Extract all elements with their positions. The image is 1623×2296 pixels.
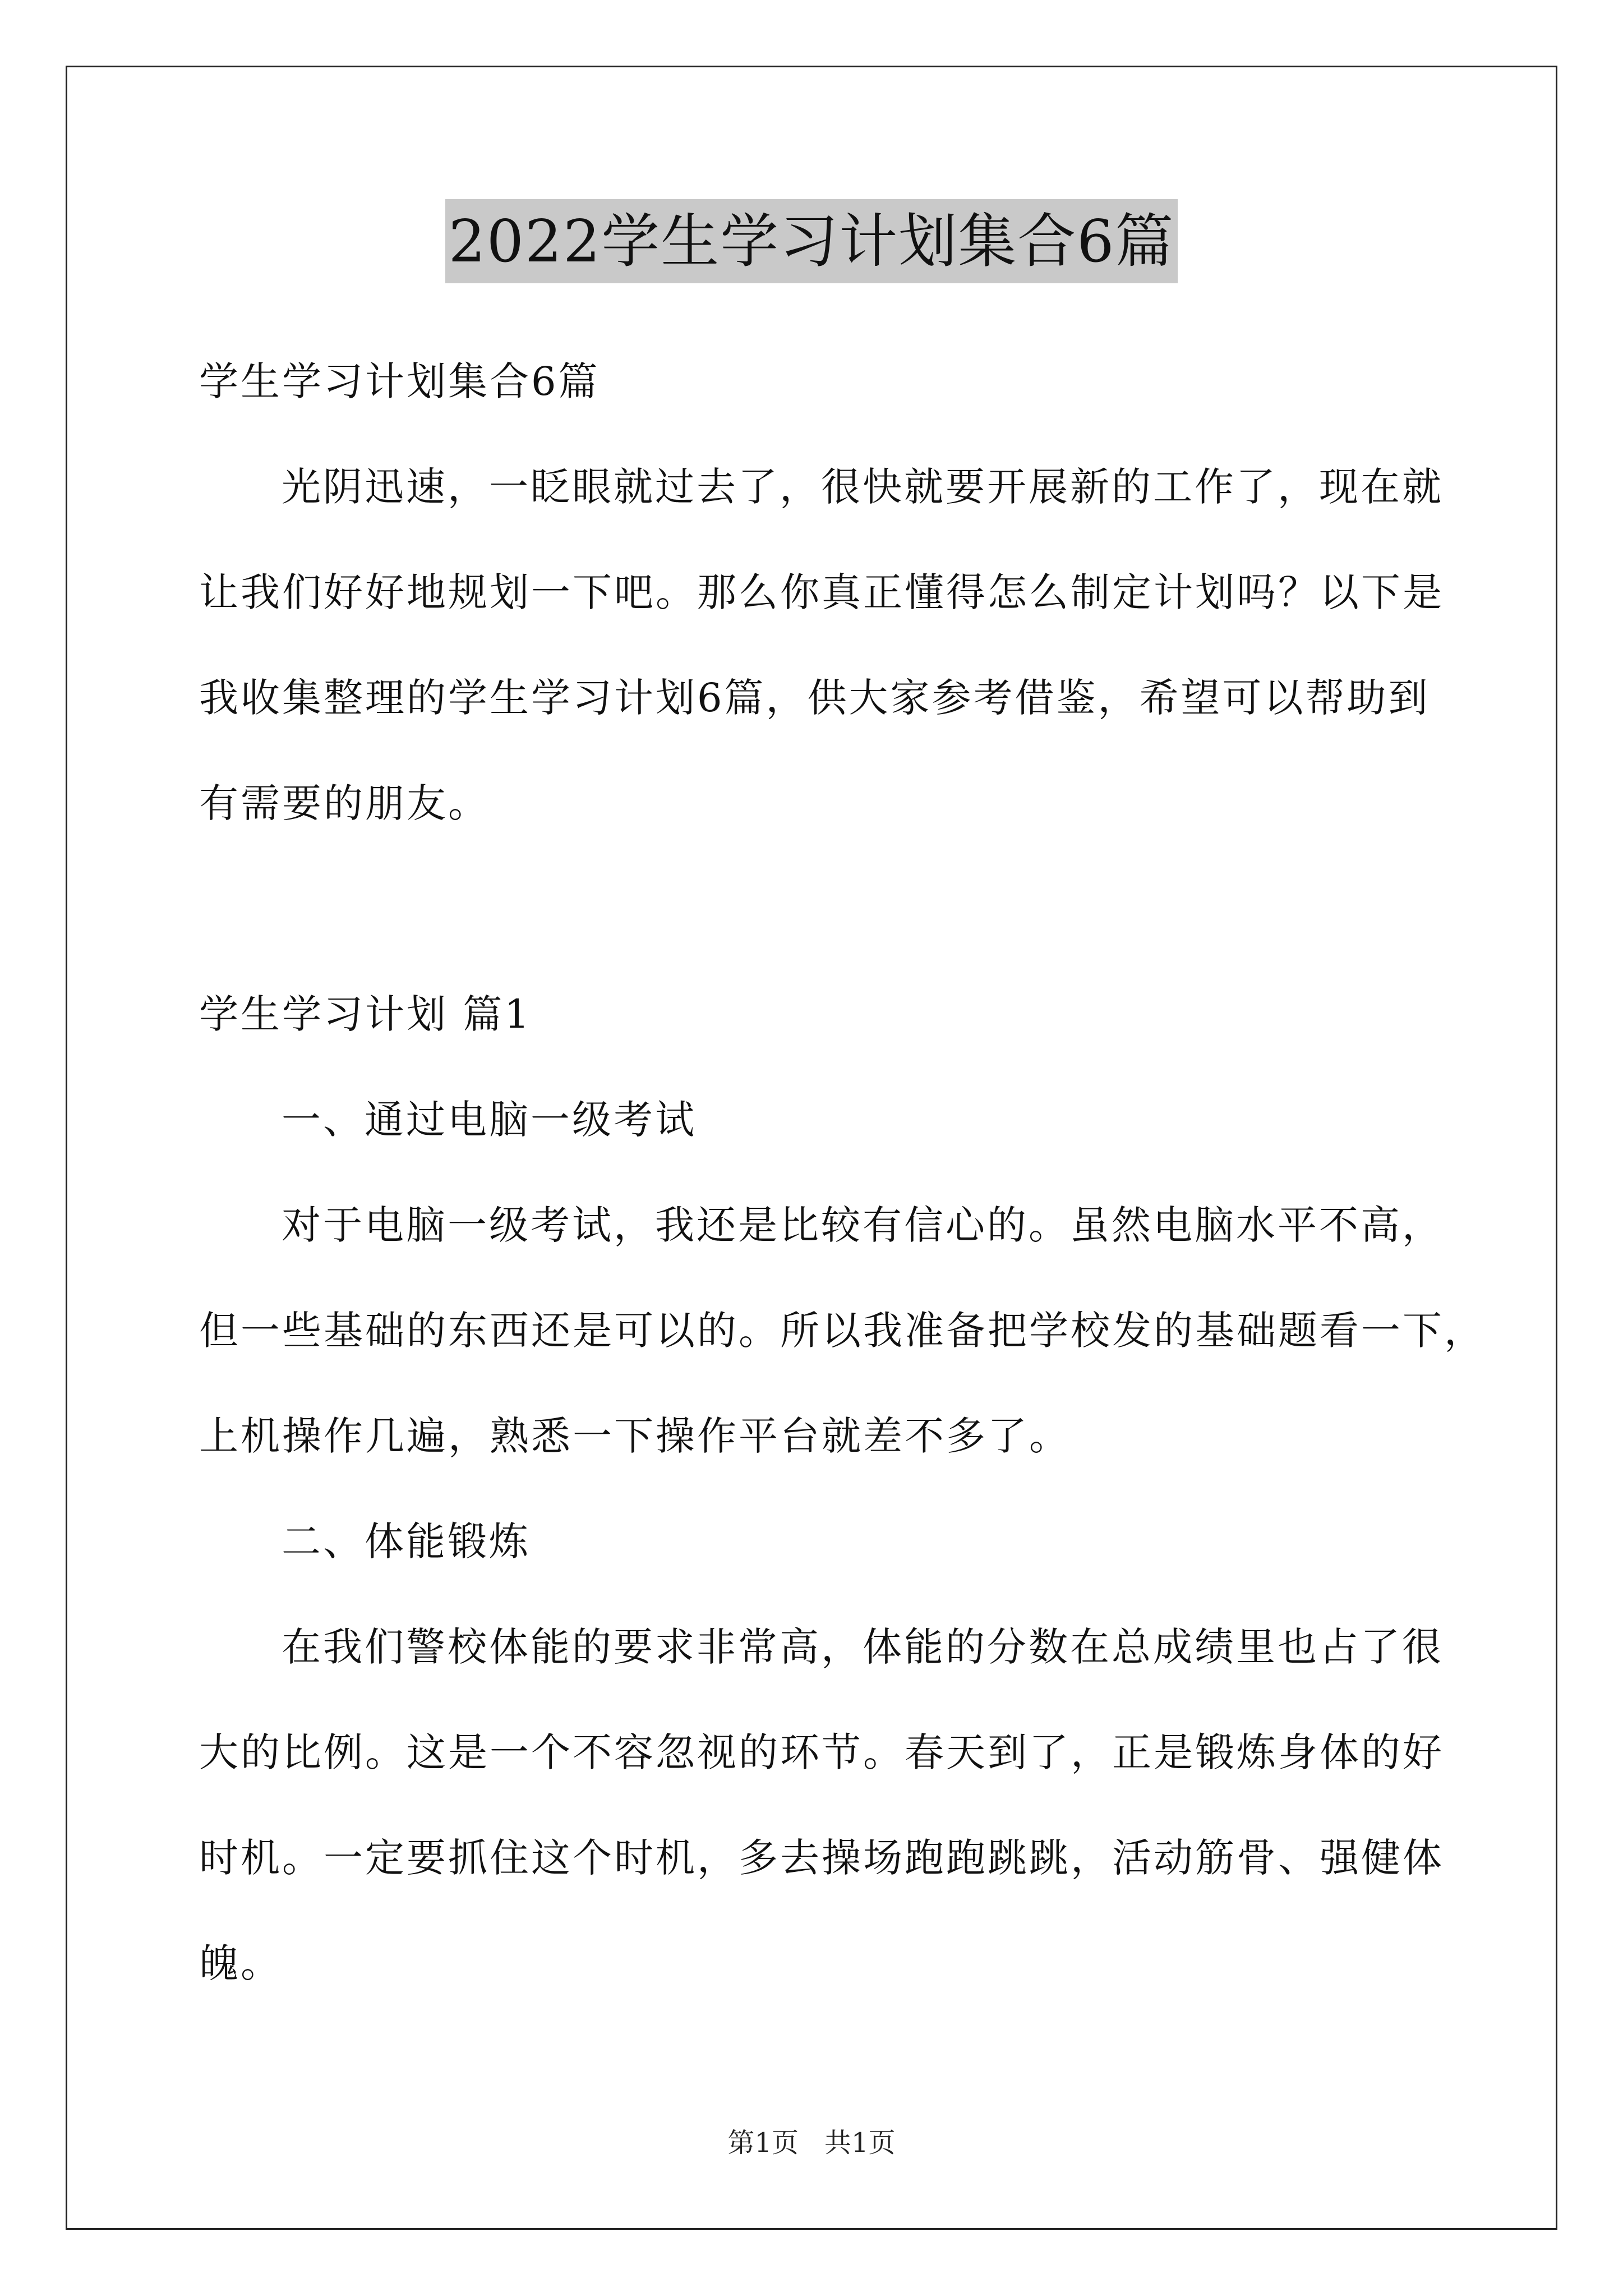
intro-line-3: 我收集整理的学生学习计划6篇，供大家参考借鉴，希望可以帮助到 bbox=[199, 675, 1430, 721]
intro-line-1: 光阴迅速，一眨眼就过去了，很快就要开展新的工作了，现在就 bbox=[282, 464, 1444, 510]
section1-line-2: 但一些基础的东西还是可以的。所以我准备把学校发的基础题看一下， bbox=[199, 1308, 1486, 1354]
section1-line-1: 对于电脑一级考试，我还是比较有信心的。虽然电脑水平不高， bbox=[282, 1202, 1444, 1248]
section-heading: 学生学习计划 篇1 bbox=[199, 991, 532, 1037]
section2-heading: 二、体能锻炼 bbox=[282, 1519, 531, 1565]
title-container bbox=[0, 199, 1623, 283]
section2-line-4: 魄。 bbox=[199, 1940, 282, 1986]
section2-line-1: 在我们警校体能的要求非常高，体能的分数在总成绩里也占了很 bbox=[282, 1624, 1444, 1670]
intro-line-4: 有需要的朋友。 bbox=[199, 780, 490, 826]
page-footer bbox=[0, 2126, 1623, 2160]
page-total: 共1页 bbox=[824, 2127, 896, 2159]
document-subtitle: 学生学习计划集合6篇 bbox=[199, 358, 600, 404]
intro-line-2: 让我们好好地规划一下吧。那么你真正懂得怎么制定计划吗？以下是 bbox=[199, 569, 1444, 615]
section1-heading: 一、通过电脑一级考试 bbox=[282, 1097, 697, 1143]
section1-line-3: 上机操作几遍，熟悉一下操作平台就差不多了。 bbox=[199, 1413, 1071, 1459]
page-number: 第1页 bbox=[727, 2127, 799, 2159]
section2-line-3: 时机。一定要抓住这个时机，多去操场跑跑跳跳，活动筋骨、强健体 bbox=[199, 1835, 1444, 1881]
document-title: 2022学生学习计划集合6篇 bbox=[445, 199, 1178, 283]
section2-line-2: 大的比例。这是一个不容忽视的环节。春天到了，正是锻炼身体的好 bbox=[199, 1729, 1444, 1775]
